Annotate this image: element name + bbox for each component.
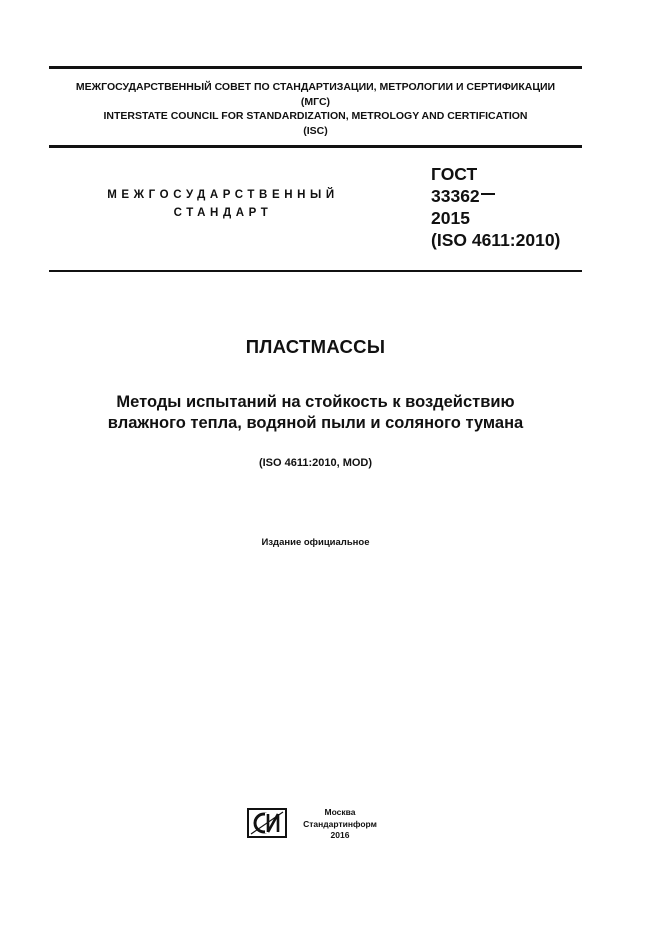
top-rule	[49, 66, 582, 69]
council-name-en: INTERSTATE COUNCIL FOR STANDARDIZATION, METROLOGY AND CERTIFICATION	[103, 110, 528, 122]
standard-type-line1: МЕЖГОСУДАРСТВЕННЫЙ	[107, 189, 339, 201]
council-rule	[49, 145, 582, 148]
official-edition: Издание официальное	[261, 537, 370, 548]
council-abbr-en: (ISC)	[303, 124, 328, 137]
gost-iso: (ISO 4611:2010)	[431, 230, 561, 250]
publisher-block	[295, 807, 385, 842]
standard-type	[88, 186, 358, 222]
gost-designation	[431, 163, 560, 251]
council-header	[49, 80, 582, 138]
gost-prefix: ГОСТ	[431, 164, 478, 184]
gost-number: 33362	[431, 186, 480, 206]
document-title: ПЛАСТМАССЫ	[245, 336, 386, 357]
publisher-year: 2016	[330, 830, 350, 840]
dash-mark	[481, 193, 495, 195]
standartinform-logo-icon	[247, 808, 287, 838]
subtitle-line1: Методы испытаний на стойкость к воздействию	[116, 393, 515, 411]
document-subtitle	[40, 392, 591, 434]
publisher-city: Москва	[324, 807, 356, 817]
standard-type-line2: СТАНДАРТ	[173, 207, 273, 219]
publisher-name: Стандартинформ	[303, 818, 377, 829]
subtitle-line2: влажного тепла, водяной пыли и соляного тумана	[107, 414, 524, 432]
iso-relation: (ISO 4611:2010, MOD)	[258, 457, 373, 469]
gost-number-line	[431, 185, 560, 207]
designation-rule	[49, 270, 582, 272]
council-name-ru: МЕЖГОСУДАРСТВЕННЫЙ СОВЕТ ПО СТАНДАРТИЗАЦИИ, МЕТРОЛОГИИ И СЕРТИФИКАЦИИ	[75, 81, 556, 93]
council-abbr-ru: (МГС)	[300, 95, 331, 108]
gost-year: 2015	[431, 208, 470, 228]
